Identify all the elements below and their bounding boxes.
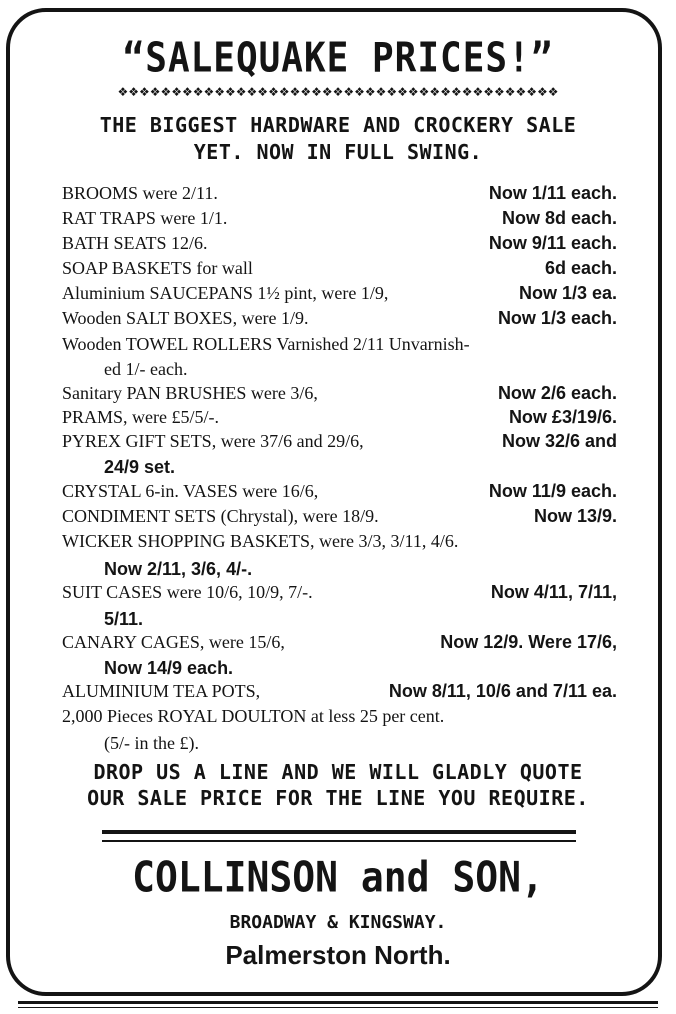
item-price: Now £3/19/6. [508,407,617,427]
list-item [62,503,617,529]
item-price-continued: Now 2/11, 3/6, 4/-. [104,559,253,579]
item-price: Now 12/9. Were 17/6, [440,632,617,652]
item-text: CANARY CAGES, were 15/6, [62,632,285,652]
item-text: ALUMINIUM TEA POTS, [62,681,261,701]
list-item [62,528,617,554]
item-price: Now 11/9 each. [488,481,617,501]
item-text: ed 1/- each. [104,359,188,379]
list-item [62,478,617,504]
divider-rule [102,830,576,834]
item-price: Now 13/9. [533,506,617,526]
item-price: Now 1/3 each. [497,308,617,328]
item-text: PYREX GIFT SETS, were 37/6 and 29/6, [62,431,364,451]
list-item [62,404,617,430]
call-to-action-line-2: OUR SALE PRICE FOR THE LINE YOU REQUIRE. [87,786,589,810]
list-item-continued [104,356,617,382]
item-text: Aluminium SAUCEPANS 1½ pint, were 1/9, [62,283,389,303]
item-price: Now 1/3 ea. [518,283,617,303]
item-text: BATH SEATS 12/6. [62,233,208,253]
company-name: COLLINSON and SON, [132,852,544,902]
list-item [62,428,617,454]
item-price: Now 8d each. [501,208,617,228]
item-price-continued: 5/11. [104,609,144,629]
subheading-line-2: YET. NOW IN FULL SWING. [193,140,483,164]
item-text: CRYSTAL 6-in. VASES were 16/6, [62,481,319,501]
item-text: BROOMS were 2/11. [62,183,218,203]
call-to-action-line-1: DROP US A LINE AND WE WILL GLADLY QUOTE [93,760,583,784]
item-text: CONDIMENT SETS (Chrystal), were 18/9. [62,506,379,526]
item-text: Sanitary PAN BRUSHES were 3/6, [62,383,318,403]
list-item [62,331,617,357]
ornament-divider: ❖❖❖❖❖❖❖❖❖❖❖❖❖❖❖❖❖❖❖❖❖❖❖❖❖❖❖❖❖❖❖❖❖❖❖❖❖❖❖❖❖ [117,85,559,99]
bottom-rule-thin [18,1007,658,1008]
list-item [62,678,617,704]
item-price: Now 8/11, 10/6 and 7/11 ea. [388,681,617,701]
item-price: 6d each. [544,258,617,278]
company-address: BROADWAY & KINGSWAY. [229,912,447,933]
item-text: SOAP BASKETS for wall [62,258,253,278]
list-item-continued [104,730,617,756]
list-item [62,280,617,306]
item-text: PRAMS, were £5/5/-. [62,407,219,427]
item-price: Now 2/6 each. [497,383,617,403]
item-price-continued: Now 14/9 each. [104,658,234,678]
item-text: Wooden TOWEL ROLLERS Varnished 2/11 Unvarnish- [62,334,470,354]
item-price-continued: 24/9 set. [104,457,176,477]
list-item [62,305,617,331]
item-price: Now 9/11 each. [488,233,617,253]
list-item [62,180,617,206]
divider-rule-thin [102,840,576,842]
item-price: Now 1/11 each. [488,183,617,203]
list-item [62,579,617,605]
company-town: Palmerston North. [225,940,451,970]
headline: “SALEQUAKE PRICES!” [122,34,554,83]
item-price: Now 4/11, 7/11, [490,582,617,602]
list-item [62,629,617,655]
bottom-rule [18,1001,658,1004]
list-item [62,703,617,729]
item-text: 2,000 Pieces ROYAL DOULTON at less 25 per cent. [62,706,445,726]
list-item [62,380,617,406]
item-price: Now 32/6 and [501,431,617,451]
list-item [62,230,617,256]
list-item-continued [104,454,617,480]
item-text: (5/- in the £). [104,733,199,753]
item-text: Wooden SALT BOXES, were 1/9. [62,308,309,328]
list-item [62,205,617,231]
item-text: RAT TRAPS were 1/1. [62,208,228,228]
list-item [62,255,617,281]
item-text: WICKER SHOPPING BASKETS, were 3/3, 3/11, 4/6. [62,531,459,551]
subheading-line-1: THE BIGGEST HARDWARE AND CROCKERY SALE [99,113,577,137]
item-text: SUIT CASES were 10/6, 10/9, 7/-. [62,582,313,602]
